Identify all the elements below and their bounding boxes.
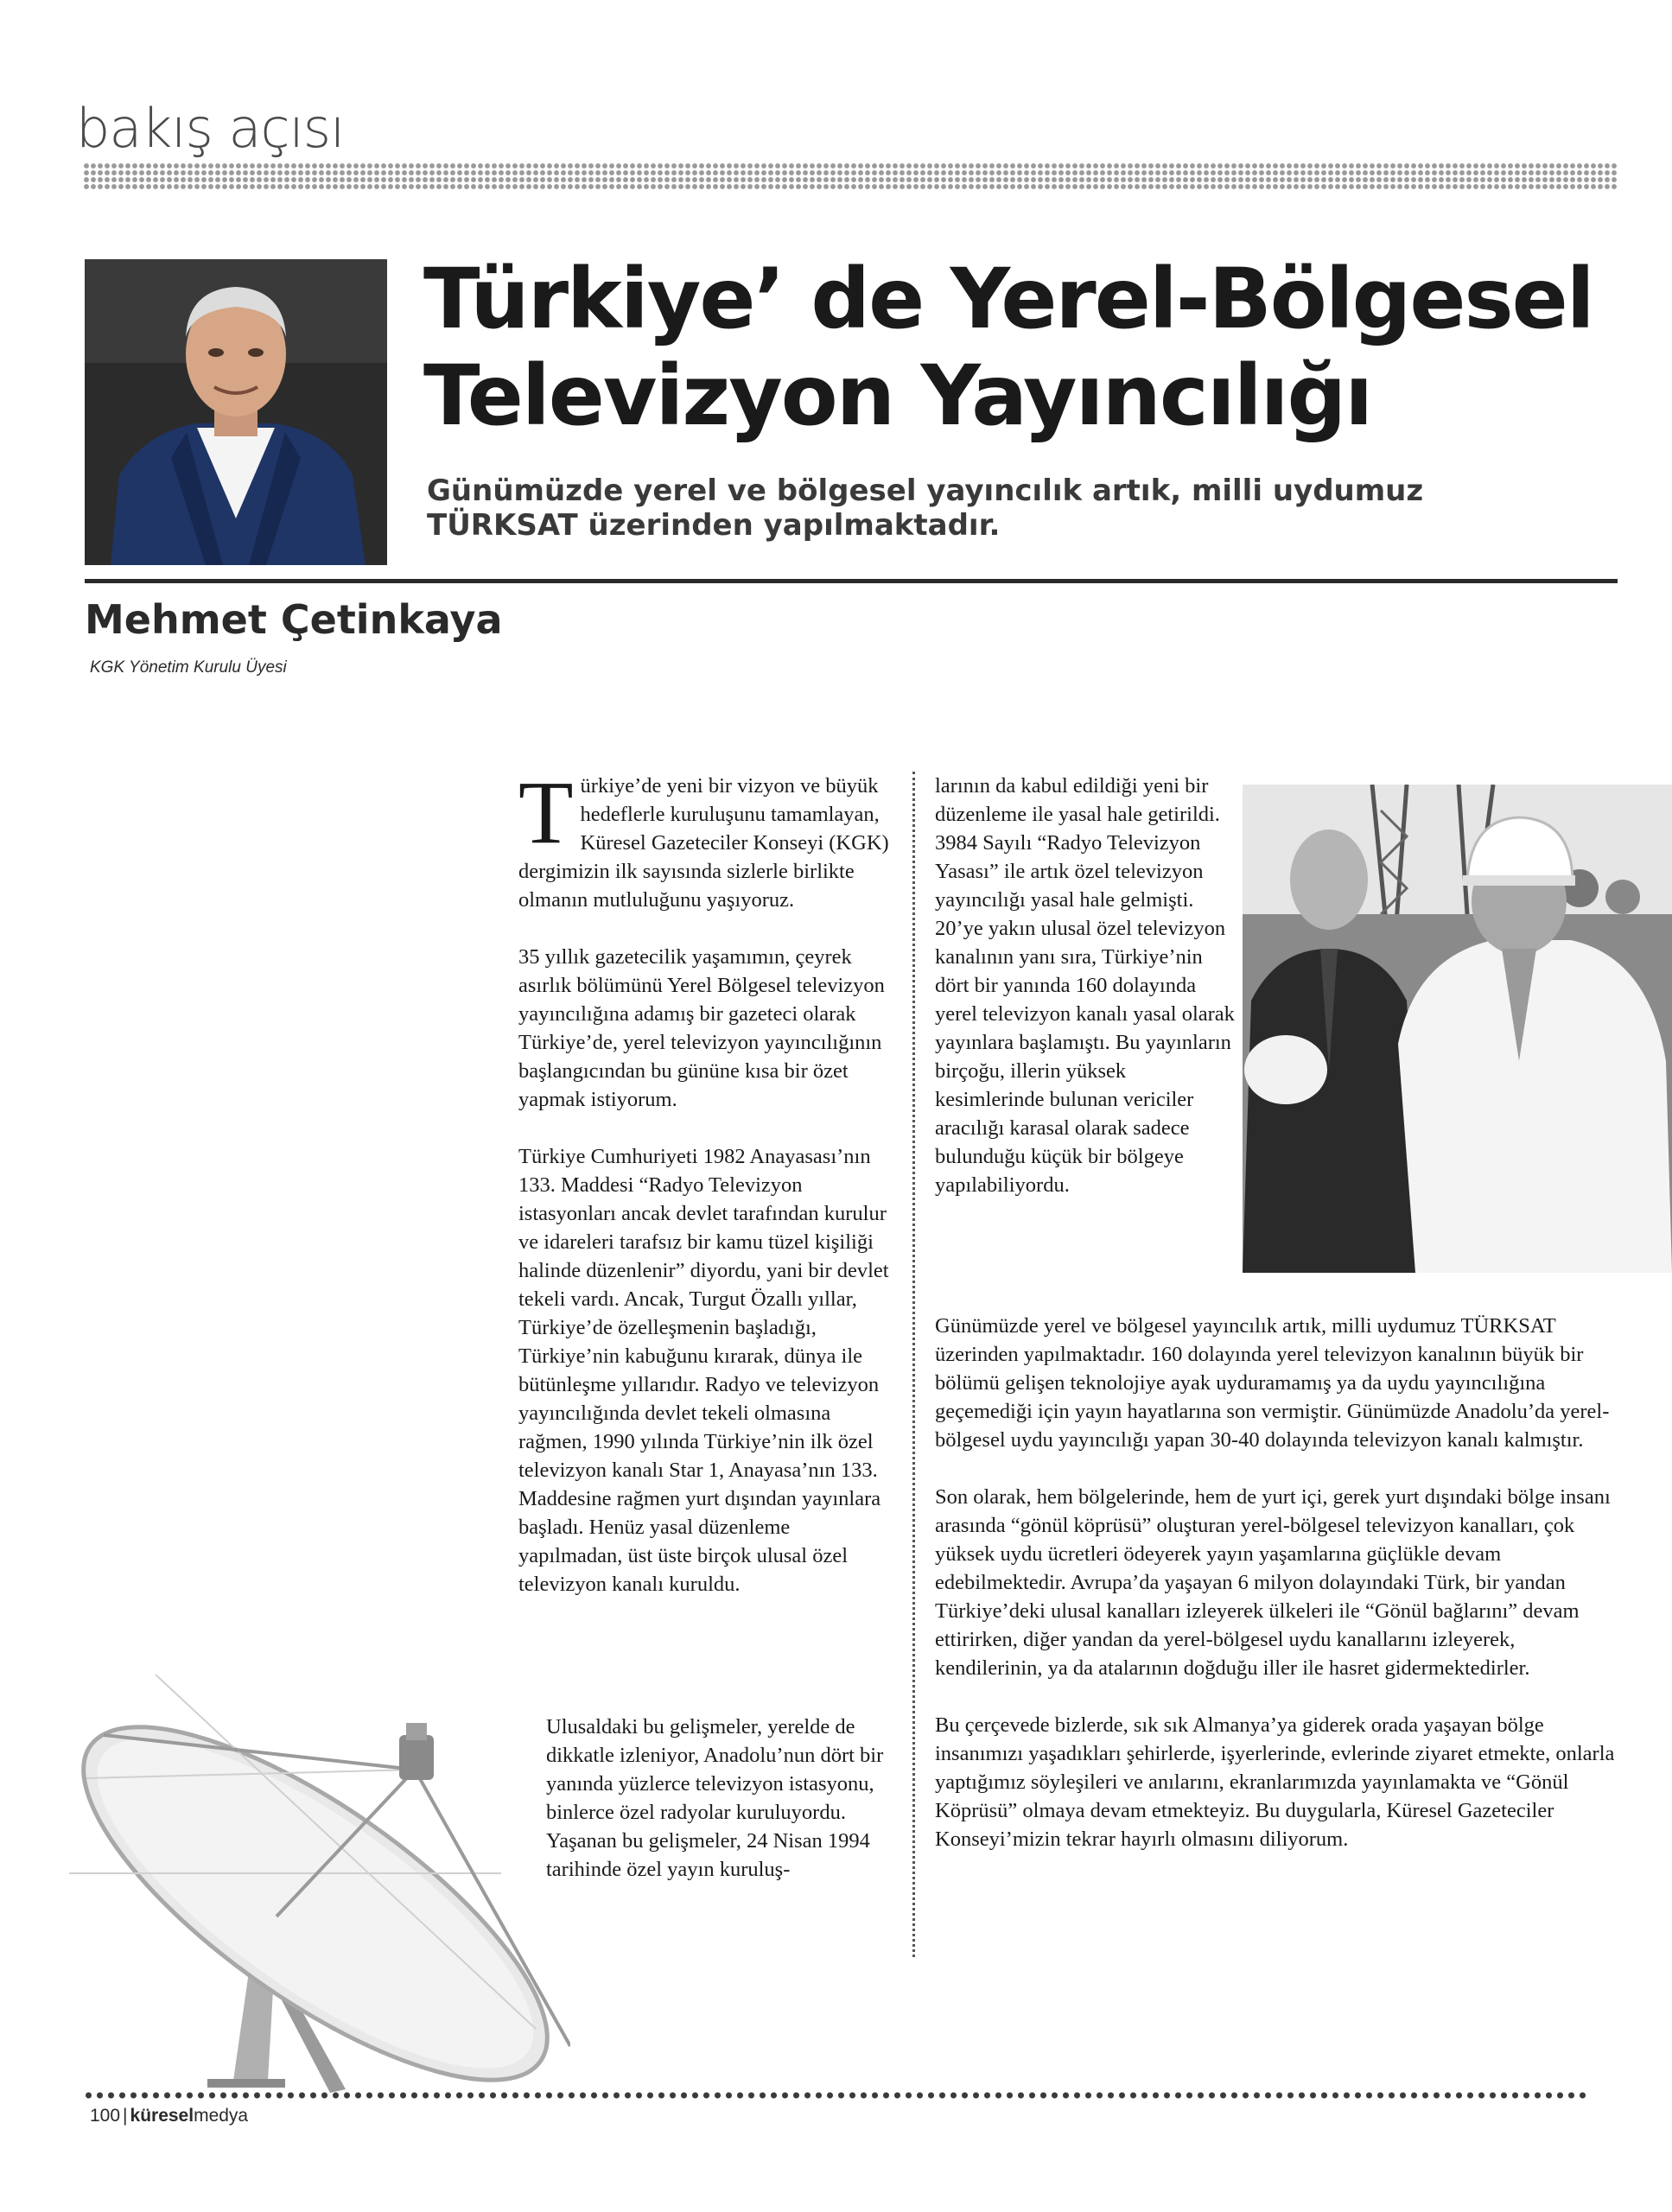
subhead-line-1: Günümüzde yerel ve bölgesel yayıncılık artık, milli uydumuz [427,474,1424,508]
paragraph-2: 35 yıllık gazetecilik yaşamımın, çeyrek asırlık bölümünü Yerel Bölgesel televizyon yayıncılığına adamış bir gazeteci olarak Türkiye’de, yerel televizyon yayıncılığının başlangıcından bu gününe kısa bir özet yapmak istiyorum. [518,945,885,1111]
footer-separator: | [123,2106,128,2126]
paragraph-6: Günümüzde yerel ve bölgesel yayıncılık artık, milli uydumuz TÜRKSAT üzerinden yapılmaktadır. 160 dolayında yerel televizyon kanalının büyük bir bölümü gelişen teknolojiye ayak uyduramamış ya da uydu yayıncılığına geçemediği için yayın hayatlarına son vermiştir. Günümüzde Anadolu’da yerel-bölgesel uydu yayıncılığı yapan 30-40 dolayında televizyon kanalı kalmıştır. [935,1314,1610,1452]
headline-line-1: Türkiye’ de Yerel-Bölgesel [423,251,1593,347]
paragraph-3: Türkiye Cumhuriyeti 1982 Anayasası’nın 133. Maddesi “Radyo Televizyon istasyonları ancak devlet tarafından kurulur ve idareleri tarafsız bir kamu tüzel kişiliği halinde düzenlenir” diyordu, yani bir devlet tekeli vardı. Ancak, Turgut Özallı yıllar, Türkiye’de özelleşmenin başladığı, Türkiye’nin kabuğunu kırarak, dünya ile bütünleşme yıllarıdır. Radyo ve televizyon yayıncılığında devlet tekeli olmasına rağmen, 1990 yılında Türkiye’nin ilk özel televizyon kanalı Star 1, Anayasa’nın 133. Maddesine rağmen yurt dışından yayınlara başladı. Henüz yasal düzenleme yapılmadan, üst üste birçok ulusal özel televizyon kanalı kuruldu. [518,1145,889,1596]
page-footer [90,2106,248,2126]
body-column-3 [935,1312,1618,1882]
author-role: KGK Yönetim Kurulu Üyesi [90,658,287,677]
paragraph-1 [518,763,890,914]
paragraph-7: Son olarak, hem bölgelerinde, hem de yurt içi, gerek yurt dışındaki bölge insanı arasında “gönül köprüsü” oluşturan yerel-bölgesel televizyon kanalları, çok yüksek uydu ücretleri ödeyerek yayın yaşamlarına güçlükle devam edebilmektedir. Avrupa’da yaşayan 6 milyon dolayındaki Türk, bir yandan Türkiye’deki ulusal kanalları izleyerek ülkeleri ile “Gönül bağlarını” devam ettirirken, diğer yandan da yerel-bölgesel uydu kanallarını izleyerek, kendilerinin, ya da atalarının doğduğu iller ile hasret gidermektedirler. [935,1485,1611,1680]
paragraph-5: larının da kabul edildiği yeni bir düzenleme ile yasal hale getirildi. 3984 Sayılı “Radyo Televizyon Yasası” ile artık özel televizyon yayıncılığı yasal hale gelmişti. 20’ye yakın ulusal özel televizyon kanalının yanı sıra, Türkiye’nin dört bir yanında 160 dolayında yerel televizyon kanalı yasal olarak yayınlara başlamıştı. Bu yayınların birçoğu, illerin yüksek kesimlerinde bulunan vericiler aracılığı karasal olarak sadece bulunduğu küçük bir bölgeye yapılabiliyordu. [935,774,1235,1197]
article-headline [423,251,1633,444]
paragraph-1-text: ürkiye’de yeni bir vizyon ve büyük hedeflerle kuruluşunu tamamlayan, Küresel Gazeteciler Konseyi (KGK) dergimizin ilk sayısında sizlerle birlikte olmanın mutluluğunu yaşıyoruz. [518,774,889,912]
event-photo [1243,785,1672,1273]
subhead-line-2: TÜRKSAT üzerinden yapılmaktadır. [427,508,1001,543]
satellite-dish-illustration [52,1562,570,2098]
brand-name-bold: küresel [130,2106,194,2126]
section-dot-band [83,162,1618,190]
headline-line-2: Televizyon Yayıncılığı [423,347,1372,444]
dropcap: T [518,763,574,862]
section-label: bakış açısı [76,97,345,160]
brand-name-light: medya [194,2106,249,2126]
author-name: Mehmet Çetinkaya [85,596,503,643]
author-photo [85,259,387,565]
footer-dot-rule [83,2091,1586,2100]
header-rule [85,579,1618,583]
page-number: 100 [90,2106,121,2126]
paragraph-4: Ulusaldaki bu gelişmeler, yerelde de dikkatle izleniyor, Anadolu’nun dört bir yanında yüzlerce televizyon istasyonu, binlerce özel radyolar kuruluyordu. Yaşanan bu gelişmeler, 24 Nisan 1994 tarihinde özel yayın kuruluş- [546,1715,884,1881]
body-column-2 [935,772,1237,1228]
body-column-1 [518,763,890,1627]
article-subhead [427,474,1464,543]
paragraph-8: Bu çerçevede bizlerde, sık sık Almanya’ya giderek orada yaşayan bölge insanımızı yaşadıkları şehirlerde, işyerlerinde, evlerinde ziyaret etmekte, onlarla yaptığımız söyleşileri ve anılarını, ekranlarımızda yayınlamakta ve “Gönül Köprüsü” olmaya devam etmekteyiz. Bu duygularla, Küresel Gazeteciler Konseyi’mizin tekrar hayırlı olmasını diliyorum. [935,1713,1615,1851]
body-column-1-lower [546,1713,890,1912]
column-divider [912,772,915,1957]
